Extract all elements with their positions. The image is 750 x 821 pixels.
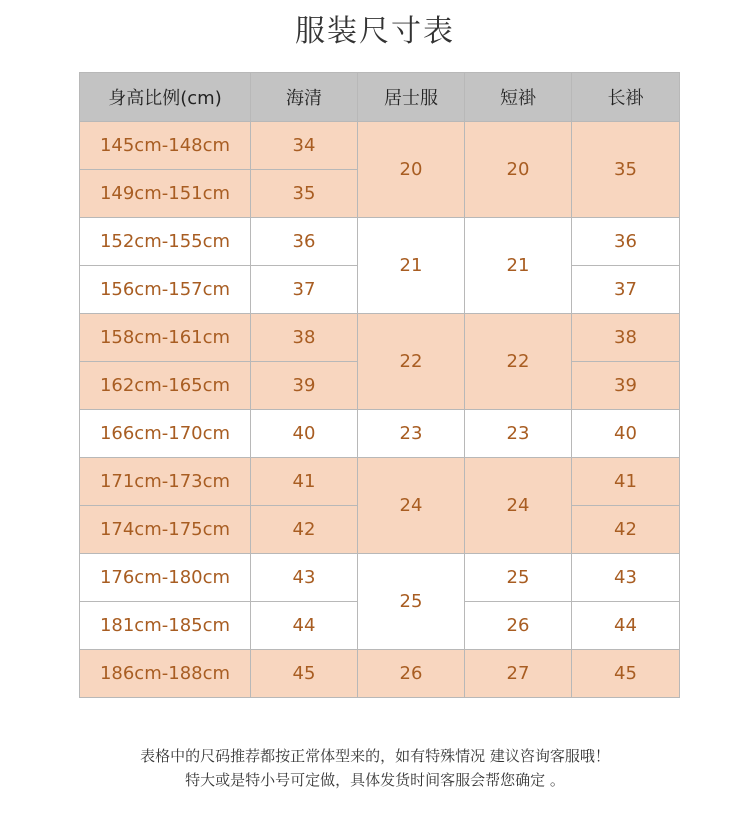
changgua-cell: 42	[572, 506, 680, 554]
haiqing-cell: 38	[251, 314, 358, 362]
haiqing-cell: 37	[251, 266, 358, 314]
footer-note	[0, 744, 750, 792]
changgua-cell: 45	[572, 650, 680, 698]
height-cell: 166cm-170cm	[80, 410, 251, 458]
height-cell: 186cm-188cm	[80, 650, 251, 698]
header-changgua: 长褂	[572, 73, 680, 122]
changgua-cell: 36	[572, 218, 680, 266]
haiqing-cell: 36	[251, 218, 358, 266]
jushifu-cell: 23	[358, 410, 465, 458]
changgua-cell: 35	[572, 122, 680, 218]
header-height: 身高比例(cm)	[80, 73, 251, 122]
header-duangua: 短褂	[465, 73, 572, 122]
table-row	[80, 218, 680, 266]
changgua-cell: 41	[572, 458, 680, 506]
jushifu-cell: 22	[358, 314, 465, 410]
table-row	[80, 650, 680, 698]
table-row	[80, 554, 680, 602]
jushifu-cell: 21	[358, 218, 465, 314]
height-cell: 149cm-151cm	[80, 170, 251, 218]
height-cell: 181cm-185cm	[80, 602, 251, 650]
height-cell: 162cm-165cm	[80, 362, 251, 410]
changgua-cell: 44	[572, 602, 680, 650]
duangua-cell: 26	[465, 602, 572, 650]
footer-line-2: 特大或是特小号可定做，具体发货时间客服会帮您确定 。	[185, 771, 565, 789]
duangua-cell: 23	[465, 410, 572, 458]
haiqing-cell: 34	[251, 122, 358, 170]
header-jushifu: 居士服	[358, 73, 465, 122]
haiqing-cell: 35	[251, 170, 358, 218]
height-cell: 145cm-148cm	[80, 122, 251, 170]
height-cell: 158cm-161cm	[80, 314, 251, 362]
duangua-cell: 25	[465, 554, 572, 602]
size-chart-table	[79, 72, 680, 698]
haiqing-cell: 44	[251, 602, 358, 650]
height-cell: 156cm-157cm	[80, 266, 251, 314]
changgua-cell: 38	[572, 314, 680, 362]
duangua-cell: 24	[465, 458, 572, 554]
changgua-cell: 37	[572, 266, 680, 314]
height-cell: 174cm-175cm	[80, 506, 251, 554]
haiqing-cell: 41	[251, 458, 358, 506]
page-title: 服装尺寸表	[295, 14, 455, 49]
jushifu-cell: 24	[358, 458, 465, 554]
table-row	[80, 458, 680, 506]
table-row	[80, 410, 680, 458]
haiqing-cell: 45	[251, 650, 358, 698]
haiqing-cell: 42	[251, 506, 358, 554]
height-cell: 171cm-173cm	[80, 458, 251, 506]
table-row	[80, 314, 680, 362]
jushifu-cell: 25	[358, 554, 465, 650]
duangua-cell: 21	[465, 218, 572, 314]
duangua-cell: 27	[465, 650, 572, 698]
height-cell: 176cm-180cm	[80, 554, 251, 602]
duangua-cell: 22	[465, 314, 572, 410]
footer-line-1: 表格中的尺码推荐都按正常体型来的，如有特殊情况 建议咨询客服哦！	[140, 747, 610, 765]
table-row	[80, 122, 680, 170]
haiqing-cell: 43	[251, 554, 358, 602]
changgua-cell: 43	[572, 554, 680, 602]
changgua-cell: 40	[572, 410, 680, 458]
duangua-cell: 20	[465, 122, 572, 218]
jushifu-cell: 26	[358, 650, 465, 698]
table-header-row	[80, 73, 680, 122]
jushifu-cell: 20	[358, 122, 465, 218]
changgua-cell: 39	[572, 362, 680, 410]
haiqing-cell: 39	[251, 362, 358, 410]
height-cell: 152cm-155cm	[80, 218, 251, 266]
haiqing-cell: 40	[251, 410, 358, 458]
header-haiqing: 海清	[251, 73, 358, 122]
